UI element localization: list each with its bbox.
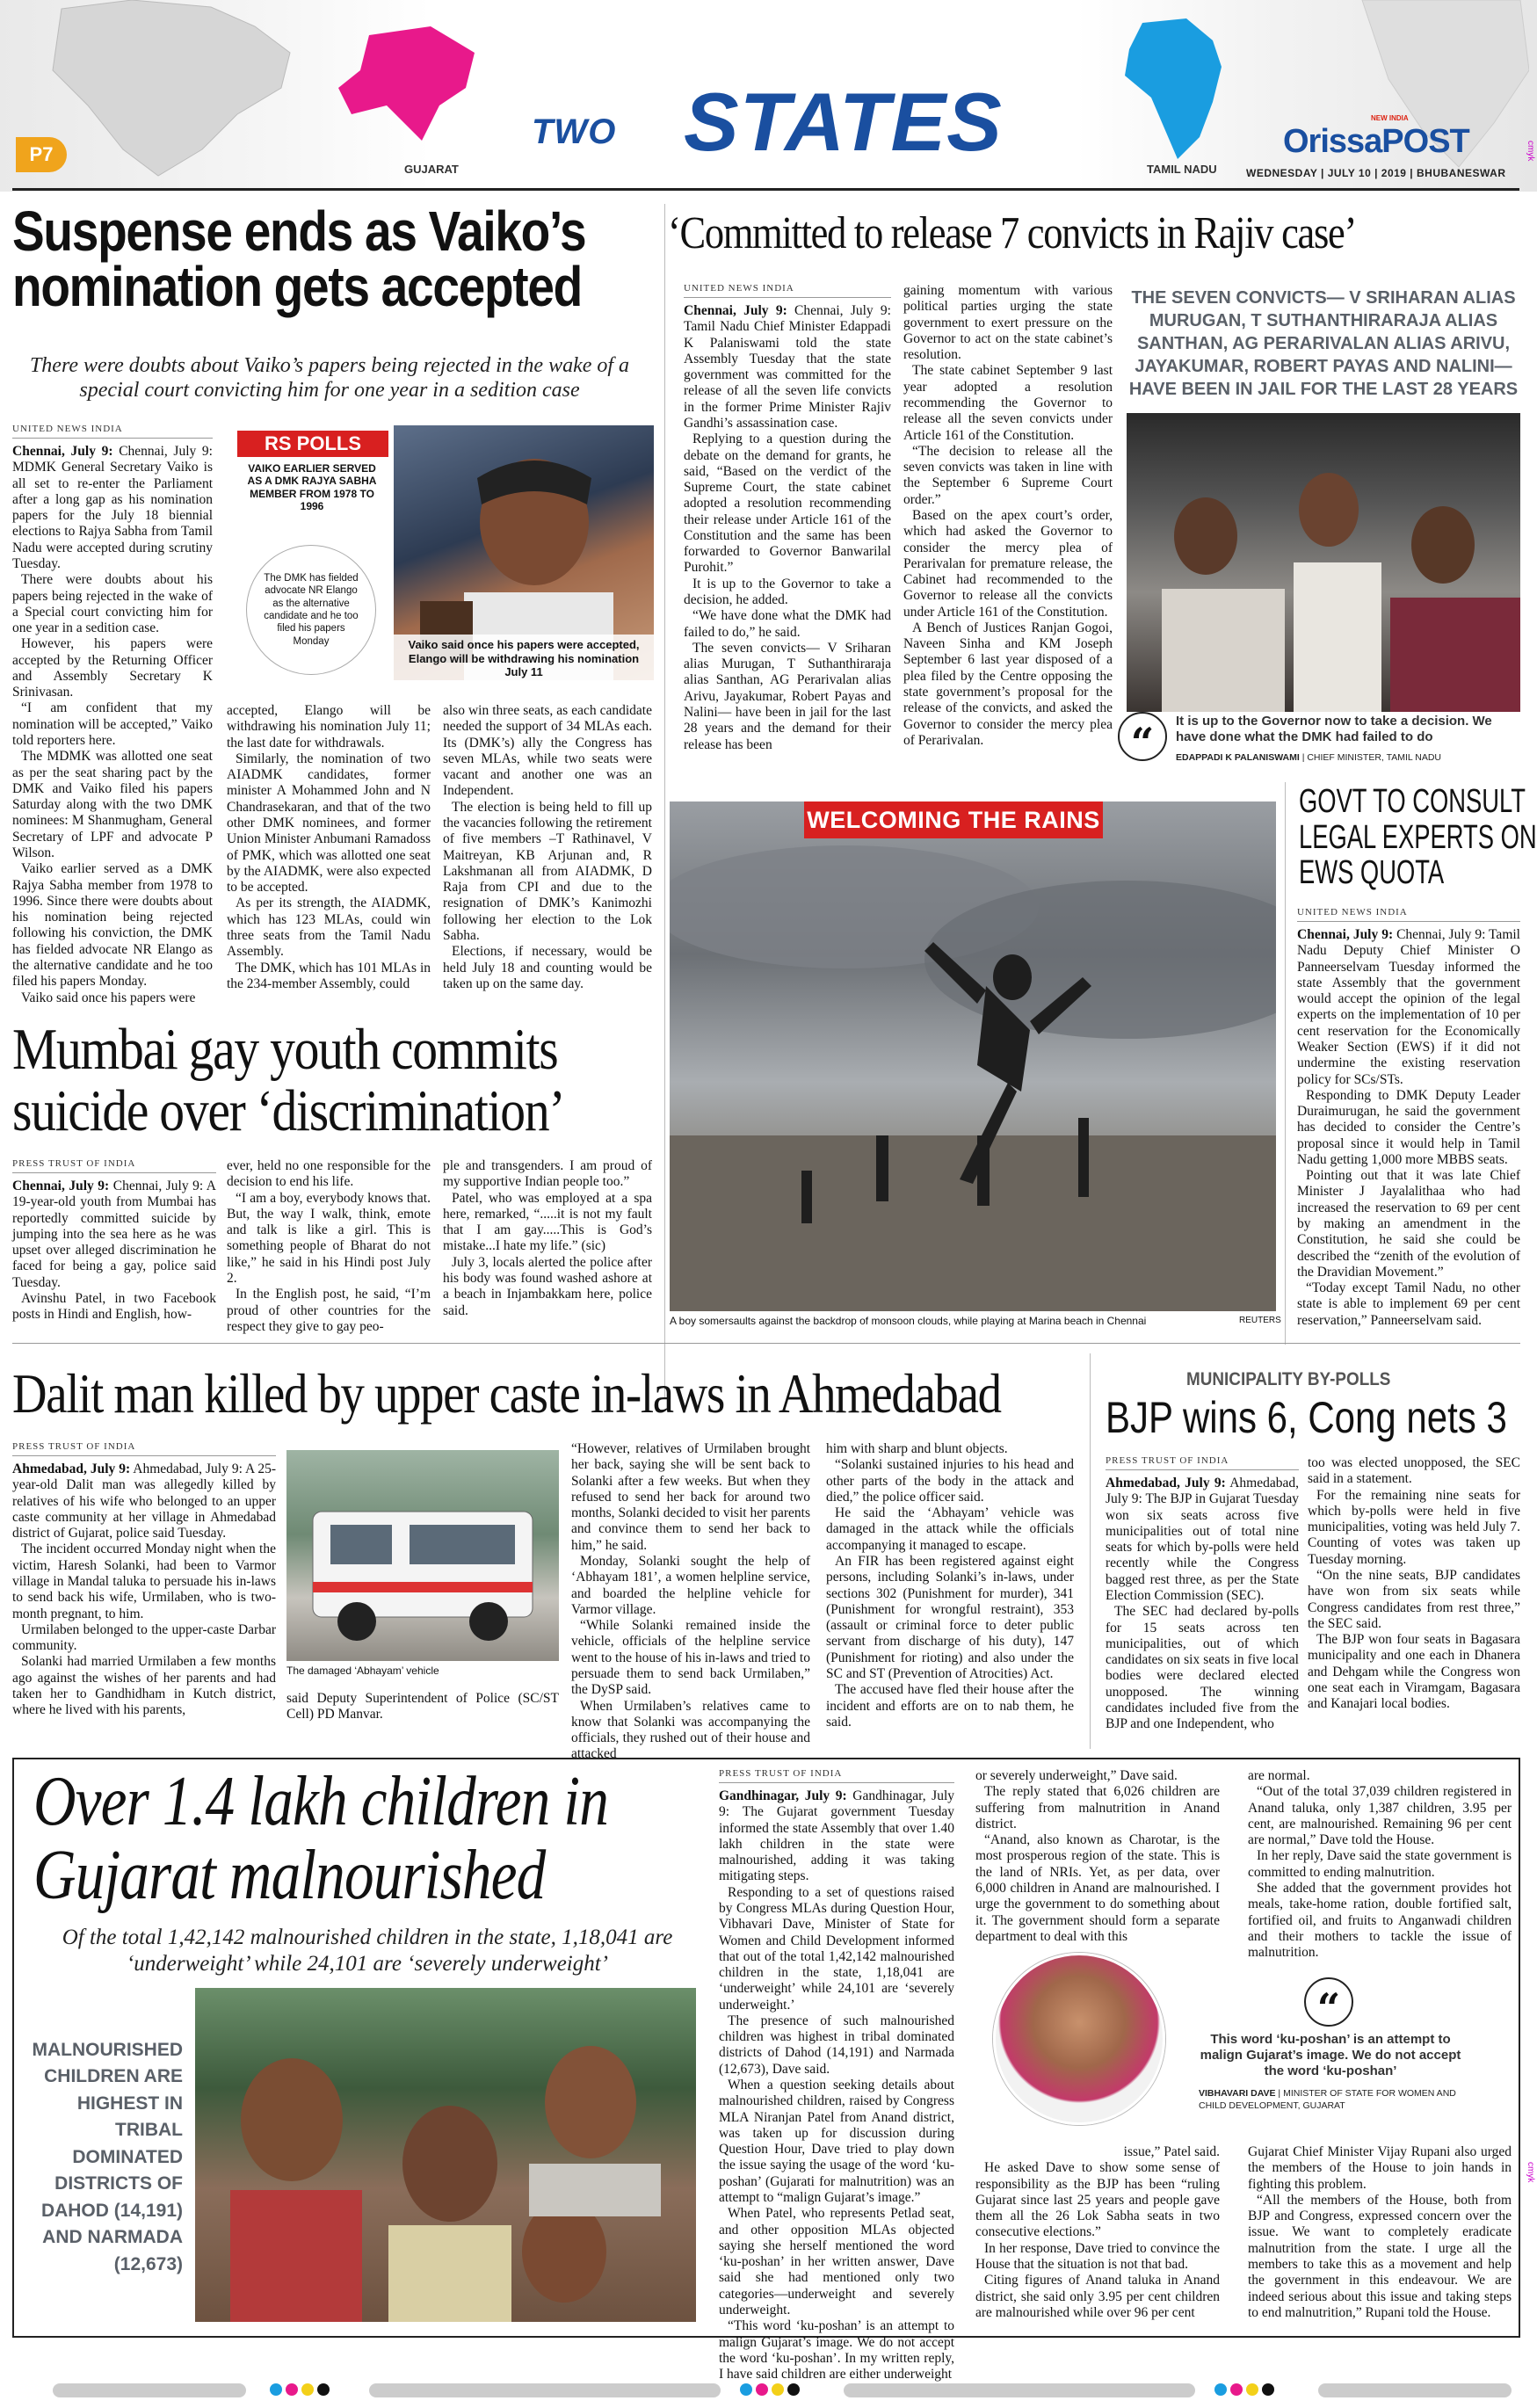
rajiv-p5: The seven convicts— V Sriharan alias Murugan, T Suthanthiraraja alias Santhan, AG Perarivalan alias Arivu, Jayakumar, Robert Payas and Nalini— have been in jail for the last 28 years and the demand for their release has been <box>684 640 891 752</box>
vaiko-p5: The MDMK was allotted one seat as per the seat sharing pact by the DMK and Vaiko filed his papers Saturday along with the two DMK nominees: M Shanmugham, General Secretary of LPF and advocate P Wilson. <box>12 749 213 860</box>
bjp-c2-p4: The BJP won four seats in Bagasara municipality and one each in Dhanera and Dehgam while the Congress won one seat each in Viramgam, Bagasara and Kanajari local bodies. <box>1308 1632 1520 1712</box>
rajiv-c2-p1: gaining momentum with various political parties urging the state government to exert pressure on the Governor to act on the state cabinet’s resolution. <box>903 283 1113 363</box>
dalit-p3: Urmilaben belonged to the upper-caste Darbar community. <box>12 1621 276 1654</box>
color-dots-2 <box>738 2383 801 2400</box>
malnourished-col2-cont <box>975 2144 1220 2321</box>
mal-c3-t1: Gujarat Chief Minister Vijay Rupani also urged the members of the House to join hands in fighting this problem. <box>1248 2144 1512 2192</box>
rains-caption: A boy somersaults against the backdrop of monsoon clouds, while playing at Marina beach in Chennai <box>670 1315 1147 1327</box>
dalit-vehicle-photo <box>286 1450 559 1661</box>
malnourished-col3 <box>1248 1768 1512 1961</box>
vaiko-c2-p4: The DMK, which has 101 MLAs in the 234-member Assembly, could <box>227 960 431 991</box>
mumbai-p1: Chennai, July 9: Chennai, July 9: A 19-year-old youth from Mumbai has reportedly committed suicide by jumping into the sea here as he was upset over alleged discrimination he faced for being a gay, police said Tuesday. <box>12 1178 217 1290</box>
brand-logo[interactable]: OrissaPOST <box>1283 123 1469 160</box>
reg-bar-3 <box>844 2383 1195 2397</box>
malnourished-children-photo <box>195 1988 696 2322</box>
column-divider-1 <box>664 204 665 1399</box>
masthead-rule <box>12 188 1519 191</box>
mal-c3-p2: “Out of the total 37,039 children registered in Anand taluka, only 1,387 children, 3.95 per cent, are malnourished. Remaining 96 per cent are normal,” Dave told the House. <box>1248 1784 1512 1848</box>
malnourished-agency: PRESS TRUST OF INDIA <box>719 1768 954 1783</box>
rajiv-quote-name: EDAPPADI K PALANISWAMI <box>1176 752 1300 763</box>
section-rule-1 <box>12 1343 1520 1344</box>
mal-c2-p1: or severely underweight,” Dave said. <box>975 1768 1178 1783</box>
vaiko-c3-p2: The election is being held to fill up the vacancies following the retirement of five members –T Rathinavel, V Maitreyan, KB Arjunan and, R Lakshmanan all from AIADMK, D Raja from CPI and due to the resignation of DMK’s Kanimozhi following her election to the Lok Sabha. <box>443 799 652 943</box>
bjp-p2: The SEC had declared by-polls for 15 seats across ten municipalities, out of which candidates on six seats in five local bodies were declared elected unopposed. The winning candidates included five from the BJP and one Independent, who <box>1106 1604 1299 1732</box>
dalit-c2-tail: said Deputy Superintendent of Police (SC/ST Cell) PD Manvar. <box>286 1691 559 1723</box>
vaiko-agency: UNITED NEWS INDIA <box>12 424 213 439</box>
dave-quote-icon: “ <box>1304 1977 1353 2027</box>
malnourished-headline-1: Over 1.4 lakh children in <box>33 1763 608 1840</box>
bjp-kicker: MUNICIPALITY BY-POLLS <box>1186 1369 1391 1389</box>
vaiko-p7: Vaiko said once his papers were <box>21 990 196 1005</box>
bjp-p1: Ahmedabad, July 9: Ahmedabad, July 9: The BJP in Gujarat Tuesday won six seats across five municipalities out of total nine seats for which by-polls were held recently while the Congress bagged rest three, as per the State Election Commission (SEC). <box>1106 1475 1299 1603</box>
tamilnadu-map-icon <box>1116 14 1239 163</box>
dalit-c4-p5: The accused have fled their house after the incident and efforts are on to nab them, he said. <box>826 1682 1074 1730</box>
dateline: WEDNESDAY | JULY 10 | 2019 | BHUBANESWAR <box>1246 167 1506 179</box>
vaiko-p6: Vaiko earlier served as a DMK Rajya Sabha member from 1978 to 1996. Since there were doubts about his nomination being rejected following his conviction, the DMK has fielded advocate NR Elango as the alternative candidate and he too filed his papers Monday. <box>12 861 213 990</box>
ews-p3: Pointing out that it was late Chief Minister J Jayalalithaa who had increased the reservation to 69 per cent by making an amendment in the Constitution, he said she could be described the “zenith of the evolution of the Dravidian Movement.” <box>1297 1168 1520 1280</box>
dalit-photo-caption: The damaged ‘Abhayam’ vehicle <box>286 1665 439 1677</box>
malnourished-standfirst: Of the total 1,42,142 malnourished children in the state, 1,18,041 are ‘underweight’ while 24,101 are ‘severely underweight’ <box>62 1926 673 1976</box>
dalit-c3-p1: “However, relatives of Urmilaben brought her back, saying she will be sent back to Solanki after a few weeks. But when they refused to send her back for around two months, Solanki decided to visit her parents and convince them to send her back to him,” he said. <box>571 1441 810 1553</box>
dave-quote-attrib: VIBHAVARI DAVE | MINISTER OF STATE FOR WOMEN AND CHILD DEVELOPMENT, GUJARAT <box>1199 2088 1456 2111</box>
ews-agency: UNITED NEWS INDIA <box>1297 907 1520 922</box>
dalit-c4-p2: “Solanki sustained injuries to his head and other parts of the body in the attack and died,” the police officer said. <box>826 1457 1074 1505</box>
rajiv-col1 <box>684 283 891 753</box>
dalit-p2: The incident occurred Monday night when the victim, Haresh Solanki, had been to Varmor village in Mandal taluka to persuade his in-laws to send back his wife, Urmilaben, who is two-month pregnant, to him. <box>12 1541 276 1621</box>
vaiko-p3: However, his papers were accepted by the Returning Officer and Assembly Secretary K Srinivasan. <box>12 636 213 700</box>
rajiv-c2-p4: Based on the apex court’s order, which had asked the Governor to consider the mercy plea of Perarivalan for premature release, the Cabinet had recommended to the Governor to release all the convicts under Article 161 of the Constitution. <box>903 507 1113 620</box>
gujarat-label: GUJARAT <box>404 163 459 176</box>
bjp-col2 <box>1308 1455 1520 1713</box>
vaiko-headline: Suspense ends as Vaiko’s nomination gets accepted <box>12 199 586 318</box>
vaiko-c2-p1: accepted, Elango will be withdrawing his nomination July 11; the last date for withdrawals. <box>227 703 431 751</box>
malnourished-callout: MALNOURISHED CHILDREN ARE HIGHEST IN TRIBAL DOMINATED DISTRICTS OF DAHOD (14,191) AND NARMADA (12,673) <box>32 2040 183 2274</box>
mal-p2: Responding to a set of questions raised by Congress MLAs during Question Hour, Vibhavari Dave, Minister of State for Women and Child Development informed that out of the total 1,42,142 malnourished children in the state, 1,18,041 are ‘underweight’ while 24,101 are ‘severely underweight.’ <box>719 1884 954 2013</box>
rains-photo <box>670 801 1276 1311</box>
india-map-graphic <box>26 0 308 180</box>
dalit-p1-text: Ahmedabad, July 9: A 25-year-old Dalit man was allegedly killed by relatives of his wife who belonged to an upper caste community at her village in Ahmedabad district of Gujarat, police said Tuesday. <box>12 1461 276 1541</box>
masthead <box>0 0 1537 192</box>
ews-p1: Chennai, July 9: Chennai, July 9: Tamil Nadu Deputy Chief Minister O Panneerselvam Tuesday informed the state Assembly that the government would accept the opinion of the legal experts on the implementation of 10 per cent reservation for the Economically Weaker Section (EWS) if it did not undermine the existing reservation policy for SCs/STs. <box>1297 926 1520 1087</box>
malnourished-col2 <box>975 1768 1220 1945</box>
rajiv-p1: Chennai, July 9: Chennai, July 9: Tamil Nadu Chief Minister Edappadi K Palaniswami told the state Assembly Tuesday that the state government was committed for the release of all the seven life convicts in the former Prime Minister Rajiv Gandhi’s assassination case. <box>684 302 891 431</box>
vaiko-p1: Chennai, July 9: Chennai, July 9: MDMK General Secretary Vaiko is all set to re-enter the Parliament after a long gap as his nomination papers for the July 18 biennial elections to Rajya Sabha from Tamil Nadu were accepted during scrutiny Tuesday. <box>12 443 213 571</box>
rs-polls-tag: RS POLLS <box>237 431 388 457</box>
malnourished-headline-2: Gujarat malnourished <box>33 1837 546 1914</box>
bjp-c2-p2: For the remaining nine seats for which by-polls were held in five municipalities, voting was held July 7. Counting of votes was taken up Tuesday morning. <box>1308 1487 1520 1567</box>
mal-c3-p4: She added that the government provides hot meals, take-home ration, double fortified salt, fortified oil, and fruits to Anganwadi children and their mothers to tackle the issue of malnutrition. <box>1248 1880 1512 1961</box>
ews-p4: “Today except Tamil Nadu, no other state is able to implement 69 per cent reservation,” Panneerselvam said. <box>1297 1280 1520 1328</box>
mal-c3-p1: are normal. <box>1248 1768 1310 1783</box>
ews-headline: GOVT TO CONSULT LEGAL EXPERTS ON EWS QUOTA <box>1299 783 1537 892</box>
rajiv-agency: UNITED NEWS INDIA <box>684 283 891 298</box>
rajiv-callout: THE SEVEN CONVICTS— V SRIHARAN ALIAS MURUGAN, T SUTHANTHIRARAJA ALIAS SANTHAN, AG PERARIVALAN ALIAS ARIVU, JAYAKUMAR, ROBERT PAYAS AND NALINI— HAVE BEEN IN JAIL FOR THE LAST 28 YEARS <box>1128 288 1519 399</box>
tamilnadu-label: TAMIL NADU <box>1147 163 1217 176</box>
mumbai-c3-p1: ple and transgenders. I am proud of my supportive Indian people too.” <box>443 1158 652 1190</box>
mal-c2-p3: “Anand, also known as Charotar, is the most prosperous region of the state. This is the land of NRIs. Yet, as per data, over 6,000 children in Anand are malnourished. I urge the government to do something about it. The government should form a separate department to deal with this <box>975 1832 1220 1944</box>
mal-p6: “This word ‘ku-poshan’ is an attempt to malign Gujarat’s image. We do not accept the word ‘ku-poshan’. In my written reply, I have said children are either underweight <box>719 2318 954 2383</box>
rs-polls-fact: VAIKO EARLIER SERVED AS A DMK RAJYA SABHA MEMBER FROM 1978 TO 1996 <box>247 462 377 513</box>
malnourished-col1 <box>719 1768 954 2383</box>
dave-quote-role: MINISTER OF STATE FOR WOMEN AND CHILD DEVELOPMENT, GUJARAT <box>1199 2088 1456 2111</box>
cmyk-mark-top: cmyk <box>1526 141 1535 162</box>
rajiv-p2: Replying to a question during the debate on the demand for grants, he said, “Based on the verdict of the Supreme Court, the state cabinet adopted a resolution recommending their release under Article 161 of the Constitution and the same has been forwarded to Governor Banwarilal Purohit.” <box>684 432 891 576</box>
rs-polls-bubble: The DMK has fielded advocate NR Elango as the alternative candidate and he too filed his papers Monday <box>246 545 376 675</box>
children-graphic <box>195 1988 696 2322</box>
vaiko-p1-text: Chennai, July 9: MDMK General Secretary Vaiko is all set to re-enter the Parliament after a long gap as his nomination papers for the July 18 biennial elections to Rajya Sabha from Tamil Nadu were accepted during scrutiny Tuesday. <box>12 443 213 571</box>
mal-p5: When Patel, who represents Petlad seat, and other opposition MLAs objected saying she herself mentioned the word ‘ku-poshan’ in her written answer, Dave said she had mentioned only two categories—underweight and severely underweight. <box>719 2206 954 2317</box>
rains-scene-graphic <box>670 801 1276 1311</box>
bjp-headline: BJP wins 6, Cong nets 3 <box>1106 1393 1507 1442</box>
brand-tag: NEW INDIA <box>1371 114 1409 122</box>
dalit-headline: Dalit man killed by upper caste in-laws in Ahmedabad <box>12 1362 1001 1425</box>
mal-p1: Gandhinagar, July 9: Gandhinagar, July 9: The Gujarat government Tuesday informed the state Assembly that over 1.40 lakh children in the state were malnourished, adding it was taking mitigating steps. <box>719 1788 955 1884</box>
dalit-p4: Solanki had married Urmilaben a few months ago against the wishes of her parents and had taken her to Gandhidham in Kutch district, where he lived with his parents, <box>12 1654 276 1718</box>
mal-c2-p2: The reply stated that 6,026 children are suffering from malnutrition in Anand district. <box>975 1784 1220 1831</box>
dalit-c4-p3: He said the ‘Abhayam’ vehicle was damaged in the attack while the officials accompanying it managed to escape. <box>826 1505 1074 1553</box>
dalit-col3 <box>571 1441 810 1763</box>
mumbai-agency: PRESS TRUST OF INDIA <box>12 1158 216 1173</box>
rains-credit: REUTERS <box>1239 1316 1281 1325</box>
reg-bar-4 <box>1318 2383 1512 2397</box>
mumbai-col1 <box>12 1158 216 1324</box>
column-divider-2 <box>1285 782 1286 1345</box>
rajiv-c2-p5: A Bench of Justices Ranjan Gogoi, Naveen Sinha and KM Joseph September 6 last year disposed of a plea filed by the Centre opposing the state government’s proposal for the release of the convicts, and asked the Governor to consider the mercy plea of Perarivalan. <box>903 620 1113 748</box>
dalit-col1 <box>12 1441 276 1718</box>
mumbai-headline: Mumbai gay youth commits suicide over ‘discrimination’ <box>12 1017 565 1143</box>
mumbai-col3 <box>443 1158 652 1319</box>
rajiv-col2 <box>903 283 1113 749</box>
vaiko-col1 <box>12 424 213 1006</box>
cmyk-mark-bottom: cmyk <box>1526 2162 1535 2183</box>
rajiv-headline: ‘Committed to release 7 convicts in Rajiv case’ <box>668 208 1356 258</box>
section-title-states: STATES <box>684 76 1003 168</box>
mumbai-c2-p2: “I am a boy, everybody knows that. But, the way I walk, think, emote and talk is like a girl. This is something people of Bharat do not like,” he said in his Hindi post July 2. <box>227 1190 431 1286</box>
rajiv-quote: It is up to the Governor now to take a decision. We have done what the DMK had failed to do <box>1176 714 1492 744</box>
section-title-two: TWO <box>532 112 617 151</box>
mumbai-p1-text: Chennai, July 9: A 19-year-old youth from Mumbai has reportedly committed suicide by jumping into the sea here as he was upset over alleged discrimination he faced for being a gay, police said Tuesday. <box>12 1178 217 1290</box>
vaiko-c2-p3: As per its strength, the AIADMK, which has 123 MLAs, could win three seats from the Tamil Nadu Assembly. <box>227 896 431 960</box>
bjp-col1 <box>1106 1455 1299 1732</box>
mumbai-c3-p3: July 3, locals alerted the police after his body was found washed ashore at a beach in Injambakkam here, police said. <box>443 1254 652 1318</box>
dalit-col2-tail <box>286 1691 559 1723</box>
vaiko-p4: “I am confident that my nomination will be accepted,” Vaiko told reporters here. <box>12 700 213 749</box>
color-dots-3 <box>1213 2383 1276 2400</box>
vaiko-c3-p1: also win three seats, as each candidate needed the support of 34 MLAs each. Its (DMK’s) ally the Congress has seven MLAs, while two seats were vacant and another one was an Independent. <box>443 703 652 799</box>
reg-bar-1 <box>53 2383 246 2397</box>
mal-p4: When a question seeking details about malnourished children, raised by Congress MLA Niranjan Patel from Anand district, was taken up for discussion during Question Hour, Dave tried to play down the issue saying the usage of the word ‘ku-poshan’ (Gujarati for malnutrition) was an attempt to “malign Gujarat’s image.” <box>719 2078 954 2205</box>
bjp-p1-text: Ahmedabad, July 9: The BJP in Gujarat Tuesday won six seats across five municipalities out of total nine seats for which by-polls were held recently while the Congress bagged rest three, as per the State Election Commission (SEC). <box>1106 1475 1299 1603</box>
dalit-c3-p2: Monday, Solanki sought the help of ‘Abhayam 181’, a women helpline service, and boarded the helpline vehicle for Varmor village. <box>571 1553 810 1617</box>
dalit-c4-p1: him with sharp and blunt objects. <box>826 1441 1008 1456</box>
ews-p2: Responding to DMK Deputy Leader Duraimurugan, he said the government has decided to consider the Centre’s proposal since it would help in Tamil Nadu getting 1,000 more MBBS seats. <box>1297 1087 1520 1167</box>
vaiko-p2: There were doubts about his papers being rejected in the wake of a Special court convicting him for one year in a sedition case. <box>12 572 213 636</box>
dalit-c4-p4: An FIR has been registered against eight persons, including Solanki’s in-laws, under sections 302 (Punishment for murder), 341 (Punishment for wrongful restraint), 353 (assault or criminal force to deter public servant from discharge of his duty), 147 (Punishment for rioting) and also under the SC and ST (Prevention of Atrocities) Act. <box>826 1553 1074 1681</box>
mumbai-col2 <box>227 1158 431 1335</box>
dalit-p1: Ahmedabad, July 9: Ahmedabad, July 9: A 25-year-old Dalit man was allegedly killed by relatives of his wife who belonged to an upper caste community at her village in Ahmedabad district of Gujarat, police said Tuesday. <box>12 1461 276 1541</box>
mal-c2-t2: In her response, Dave tried to convince the House that the situation is not that bad. <box>975 2240 1220 2272</box>
rajiv-c2-p3: “The decision to release all the seven convicts was taken in line with the September 6 Supreme Court order.” <box>903 443 1113 507</box>
gujarat-map-icon <box>334 18 483 149</box>
rajiv-p1-text: Chennai, July 9: Tamil Nadu Chief Minister Edappadi K Palaniswami told the state Assembly Tuesday that the state government was committed for the release of all the seven life convicts in the former Prime Minister Rajiv Gandhi’s assassination case. <box>684 302 891 431</box>
vaiko-c3-p3: Elections, if necessary, would be held July 18 and counting would be taken up on the same day. <box>443 944 652 991</box>
vehicle-graphic <box>286 1450 559 1661</box>
bjp-c2-p3: “On the nine seats, BJP candidates have won from six seats while Congress candidates from rest three,” the SEC said. <box>1308 1567 1520 1631</box>
dalit-agency: PRESS TRUST OF INDIA <box>12 1441 276 1456</box>
mal-c2-t3: Citing figures of Anand taluka in Anand district, she said only 3.95 per cent children are malnourished while over 96 per cent <box>975 2273 1220 2320</box>
rains-tag: WELCOMING THE RAINS <box>804 801 1103 838</box>
vaiko-col2 <box>227 703 431 992</box>
ews-body <box>1297 907 1520 1329</box>
vaiko-c2-p2: Similarly, the nomination of two AIADMK candidates, former minister A Mohammed John and N Chandrasekaran, and that of the two other DMK nominees, and former Union Minister Anbumani Ramadoss of PMK, which was allotted one seat by the AIADMK, were also expected to be accepted. <box>227 751 431 896</box>
vaiko-col3 <box>443 703 652 992</box>
page-number-badge: P7 <box>16 137 67 172</box>
mal-p1-text: Gandhinagar, July 9: The Gujarat government Tuesday informed the state Assembly that over 1.40 lakh children in the state were malnourished, adding it was taking mitigating steps. <box>719 1788 955 1884</box>
bjp-c2-p1: too was elected unopposed, the SEC said in a statement. <box>1308 1455 1520 1487</box>
mal-c2-cont: issue,” Patel said. <box>1123 2144 1220 2159</box>
rajiv-p4: “We have done what the DMK had failed to do,” he said. <box>684 608 891 640</box>
rajiv-protest-photo <box>1127 413 1520 712</box>
rajiv-quote-icon: “ <box>1118 712 1167 761</box>
bjp-agency: PRESS TRUST OF INDIA <box>1106 1455 1299 1470</box>
dave-quote: This word ‘ku-poshan’ is an attempt to malign Gujarat’s image. We do not accept the word ‘ku-poshan’ <box>1200 2032 1461 2078</box>
mal-c2-t1: He asked Dave to show some sense of responsibility as the BJP has been “ruling Gujarat since last 25 years and people gave them all the 26 Lok Sabha seats in two consecutive elections.” <box>975 2160 1220 2240</box>
reg-bar-2 <box>369 2383 721 2397</box>
rajiv-c2-p2: The state cabinet September 9 last year adopted a resolution recommending the Governor to release all the seven convicts under Article 161 of the Constitution. <box>903 363 1113 443</box>
dalit-c3-p4: When Urmilaben’s relatives came to know that Solanki was accompanying the officials, they rushed out of their house and attacked <box>571 1698 810 1762</box>
dalit-col4 <box>826 1441 1074 1730</box>
dalit-c3-p3: “While Solanki remained inside the vehicle, officials of the helpline service went to the house of his in-laws and tried to persuade them to send back Urmilaben,” the DySP said. <box>571 1618 810 1698</box>
mumbai-c3-p2: Patel, who was employed at a spa here, remarked, “.....it is not my fault that I am gay.....This is God’s mistake...I hate my life.” (sic) <box>443 1190 652 1254</box>
mal-c3-t2: “All the members of the House, both from BJP and Congress, expressed concern over the issue. We want to completely eradicate malnutrition from the state. I urge all the members to take this as a movement and help the government in this endeavour. We are indeed serious about this issue and taking steps to end malnutrition,” Rupani told the House. <box>1248 2192 1512 2320</box>
vaiko-standfirst: There were doubts about Vaiko’s papers being rejected in the wake of a special court convicting him for one year in a sedition case <box>29 354 630 403</box>
mumbai-c2-p3: In the English post, he said, “I’m proud of other countries for the respect they give to gay peo- <box>227 1287 431 1334</box>
rajiv-quote-attrib: EDAPPADI K PALANISWAMI | CHIEF MINISTER, TAMIL NADU <box>1176 752 1441 763</box>
color-dots-1 <box>268 2383 331 2400</box>
mumbai-c2-p1: ever, held no one responsible for the decision to end his life. <box>227 1158 431 1190</box>
mal-c3-p3: In her reply, Dave said the state government is committed to ending malnutrition. <box>1248 1848 1512 1880</box>
rajiv-p3: It is up to the Governor to take a decision, he added. <box>684 576 891 608</box>
mal-p3: The presence of such malnourished children was highest in tribal dominated districts of Dahod (14,191) and Narmada (12,673), Dave said. <box>719 2013 954 2077</box>
mumbai-p2: Avinshu Patel, in two Facebook posts in Hindi and English, how- <box>12 1290 216 1323</box>
footer-marks <box>0 2373 1537 2408</box>
rajiv-quote-role: CHIEF MINISTER, TAMIL NADU <box>1307 752 1441 763</box>
ews-p1-text: Chennai, July 9: Tamil Nadu Deputy Chief Minister O Panneerselvam Tuesday informed the state Assembly that the government would accept the opinion of the legal experts on the implementation of 10 per cent reservation for the Economically Weaker Section (EWS) if it did not undermine the existing reservation policy for SCs/STs. <box>1297 926 1520 1087</box>
column-divider-3 <box>1090 1353 1091 1749</box>
dave-quote-name: VIBHAVARI DAVE <box>1199 2088 1276 2099</box>
vaiko-photo-caption: Vaiko said once his papers were accepted, Elango will be withdrawing his nomination July 11 <box>394 635 654 683</box>
rajiv-crowd-graphic <box>1127 413 1520 712</box>
malnourished-col3-tail <box>1248 2144 1512 2321</box>
dave-portrait <box>993 1953 1165 2125</box>
